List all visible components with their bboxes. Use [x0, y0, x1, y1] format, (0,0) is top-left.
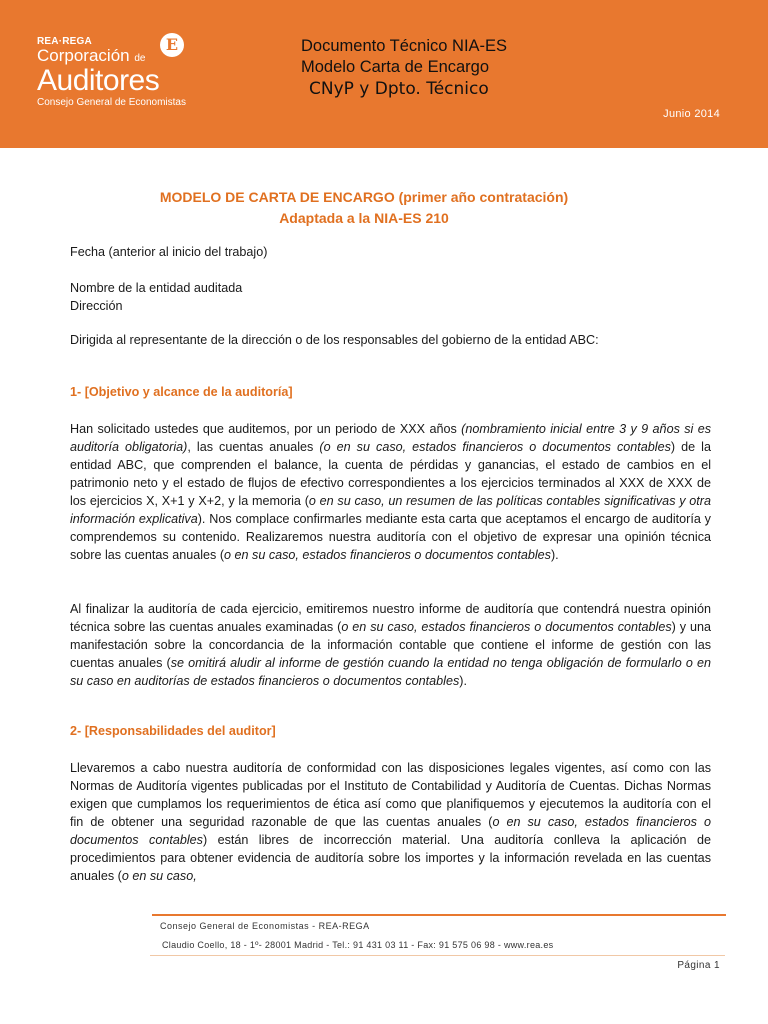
logo-line1: REA·REGA: [37, 36, 92, 47]
doc-title-line3: CNyP y Dpto. Técnico: [309, 79, 489, 99]
italic-run: o en su caso,: [121, 869, 197, 883]
text-run: ) están libres de incorrección material. Una auditoría conlleva la aplicación de procedimientos para obtener evidencia de auditoría sobre los importes y la información revelada en las cuentas anuales (: [70, 833, 711, 883]
addressee-line: Dirigida al representante de la dirección o de los responsables del gobierno de la entidad ABC:: [70, 333, 599, 347]
logo-line2-de: de: [134, 53, 146, 64]
entity-name-line: Nombre de la entidad auditada: [70, 281, 243, 295]
page-number: Página 1: [677, 960, 720, 971]
section1-paragraph1: [70, 420, 711, 564]
italic-run: (nombramiento inicial entre 3 y 9 años si es auditoría obligatoria): [70, 422, 711, 454]
doc-title: [301, 36, 507, 100]
text-run: ). Nos complace confirmarles mediante esta carta que aceptamos el encargo de auditoría y comprendemos su contenido. Realizaremos nuestra auditoría con el objetivo de expresar una opinión técnica sobre las cuentas anuales (: [70, 512, 711, 562]
main-title-line1: MODELO DE CARTA DE ENCARGO (primer año contratación): [159, 189, 569, 205]
fecha-line: Fecha (anterior al inicio del trabajo): [70, 245, 268, 259]
text-run: ) de la entidad ABC, que comprenden el balance, la cuenta de pérdidas y ganancias, el estado de cambios en el patrimonio neto y el estado de flujos de efectivo correspondientes a los ejercicios terminados al XXX de XXX de los ejercicios X, X+1 y X+2, y la memoria (: [70, 440, 711, 508]
text-run: Al finalizar la auditoría de cada ejercicio, emitiremos nuestro informe de auditoría que contendrá nuestra opinión técnica sobre las cuentas anuales examinadas (: [70, 602, 711, 634]
italic-run: (o en su caso, estados financieros o documentos contables: [319, 440, 671, 454]
logo-line4: Consejo General de Economistas: [37, 97, 186, 108]
italic-run: o en su caso, estados financieros o documentos contables: [341, 620, 672, 634]
main-title-line2: Adaptada a la NIA-ES 210: [279, 210, 449, 226]
footer-organization: Consejo General de Economistas - REA-REGA: [160, 921, 370, 931]
text-run: ) y una manifestación sobre la concordancia de la información contable que contiene el informe de gestión con las cuentas anuales (: [70, 620, 711, 670]
text-run: Llevaremos a cabo nuestra auditoría de conformidad con las disposiciones legales vigentes, así como con las Normas de Auditoría vigentes publicadas por el Instituto de Contabilidad y Auditoría de Cuentas. Dichas Normas exigen que cumplamos los requerimientos de ética así como que planifiquemos y ejecutemos la auditoría con el fin de obtener una seguridad razonable de que las cuentas anuales (: [70, 761, 711, 829]
document-header: [0, 0, 768, 148]
text-run: ).: [550, 548, 559, 562]
text-run: , las cuentas anuales: [187, 440, 320, 454]
logo-mark-icon: E: [160, 33, 184, 57]
section1-heading: 1- [Objetivo y alcance de la auditoría]: [70, 385, 293, 399]
footer-divider: [152, 914, 726, 916]
address-line: Dirección: [70, 299, 123, 313]
logo-line2: Corporación: [37, 46, 130, 65]
text-run: ).: [459, 674, 467, 688]
section1-paragraph2: [70, 600, 711, 690]
italic-run: o en su caso, estados financieros o documentos contables: [70, 815, 711, 847]
section2-paragraph1: [70, 759, 711, 885]
italic-run: o en su caso, un resumen de las políticas contables significativas y otra información explicativa: [70, 494, 711, 526]
doc-title-line2: Modelo Carta de Encargo: [301, 58, 490, 76]
document-date: Junio 2014: [663, 108, 720, 120]
doc-title-line1: Documento Técnico NIA-ES: [301, 37, 508, 55]
logo-line3: Auditores: [37, 64, 160, 97]
footer-address: Claudio Coello, 18 - 1º- 28001 Madrid - Tel.: 91 431 03 11 - Fax: 91 575 06 98 - www.rea.es: [162, 940, 554, 950]
italic-run: se omitirá aludir al informe de gestión cuando la entidad no tenga obligación de formularlo o en su caso en auditorías de estados financieros o documentos contables: [70, 656, 711, 688]
footer-divider-2: [150, 955, 725, 956]
section2-heading: 2- [Responsabilidades del auditor]: [70, 724, 276, 738]
text-run: Han solicitado ustedes que auditemos, por un periodo de XXX años: [70, 422, 462, 436]
italic-run: o en su caso, estados financieros o documentos contables: [224, 548, 551, 562]
